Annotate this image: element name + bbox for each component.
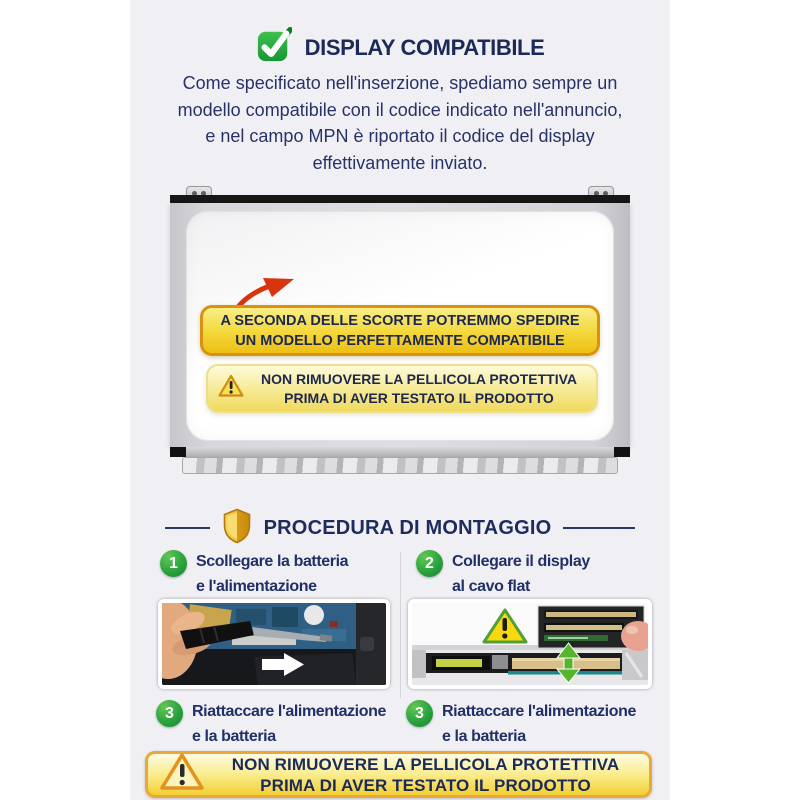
step-3-right	[406, 699, 636, 749]
step-2	[416, 549, 590, 599]
film-banner-line: NON RIMUOVERE LA PELLICOLA PROTETTIVA	[260, 370, 578, 387]
warning-triangle-icon	[160, 752, 204, 797]
step-2-badge: 2	[416, 550, 443, 577]
step-3-right-badge: 3	[406, 700, 433, 727]
heading-rule-left	[165, 527, 210, 529]
panel-top-edge	[170, 195, 630, 203]
lcd-panel-image	[170, 185, 630, 475]
bezel-corner	[614, 447, 630, 457]
shield-icon	[222, 508, 252, 549]
step-2-text	[452, 549, 590, 599]
panel-bottom-edge	[170, 447, 630, 457]
photo-disconnect-battery	[158, 599, 390, 689]
step-1-text	[196, 549, 348, 599]
film-warning-banner	[206, 364, 598, 413]
page-title: DISPLAY COMPATIBILE	[304, 34, 545, 60]
step-line: al cavo flat	[452, 578, 530, 595]
step-3-left-text	[192, 699, 386, 749]
warning-triangle-icon	[218, 374, 244, 403]
footer-banner-text	[214, 754, 637, 796]
intro-paragraph	[130, 70, 670, 176]
stock-banner-line: UN MODELLO PERFETTAMENTE COMPATIBILE	[235, 332, 565, 349]
intro-line: Come specificato nell'inserzione, spediamo sempre un	[182, 73, 618, 93]
step-line: Riattaccare l'alimentazione	[442, 703, 636, 720]
photo-connect-flat-cable	[408, 599, 652, 689]
film-banner-text	[252, 370, 586, 408]
bezel-corner	[170, 447, 186, 457]
stock-warning-banner	[200, 305, 600, 356]
intro-line: effettivamente inviato.	[312, 152, 488, 173]
footer-warning-banner	[145, 751, 652, 798]
procedure-title: PROCEDURA DI MONTAGGIO	[263, 516, 552, 539]
step-line: Collegare il display	[452, 553, 590, 570]
panel-foil-strip	[182, 457, 618, 474]
step-line: Scollegare la batteria	[196, 553, 349, 570]
step-line: e l'alimentazione	[196, 578, 317, 595]
content-band	[130, 0, 670, 800]
header	[130, 26, 670, 69]
footer-banner-line: NON RIMUOVERE LA PELLICOLA PROTETTIVA	[231, 754, 620, 774]
step-line: e la batteria	[192, 728, 276, 745]
procedure-heading	[130, 508, 670, 548]
heading-rule-right	[563, 527, 635, 529]
footer-banner-line: PRIMA DI AVER TESTATO IL PRODOTTO	[260, 775, 591, 795]
step-3-right-text	[442, 699, 636, 749]
step-1	[160, 549, 348, 599]
intro-line: modello compatibile con il codice indicato nell'annuncio,	[177, 99, 623, 120]
film-banner-line: PRIMA DI AVER TESTATO IL PRODOTTO	[284, 389, 554, 406]
connector-inset-photo	[538, 606, 648, 651]
step-1-badge: 1	[160, 550, 187, 577]
step-3-left-badge: 3	[156, 700, 183, 727]
step-line: e la batteria	[442, 728, 526, 745]
column-divider	[400, 552, 401, 698]
intro-line: e nel campo MPN è riportato il codice del display	[205, 126, 595, 146]
check-icon	[256, 26, 292, 69]
step-line: Riattaccare l'alimentazione	[192, 703, 386, 720]
step-3-left	[156, 699, 386, 749]
stock-banner-line: A SECONDA DELLE SCORTE POTREMMO SPEDIRE	[220, 312, 580, 329]
